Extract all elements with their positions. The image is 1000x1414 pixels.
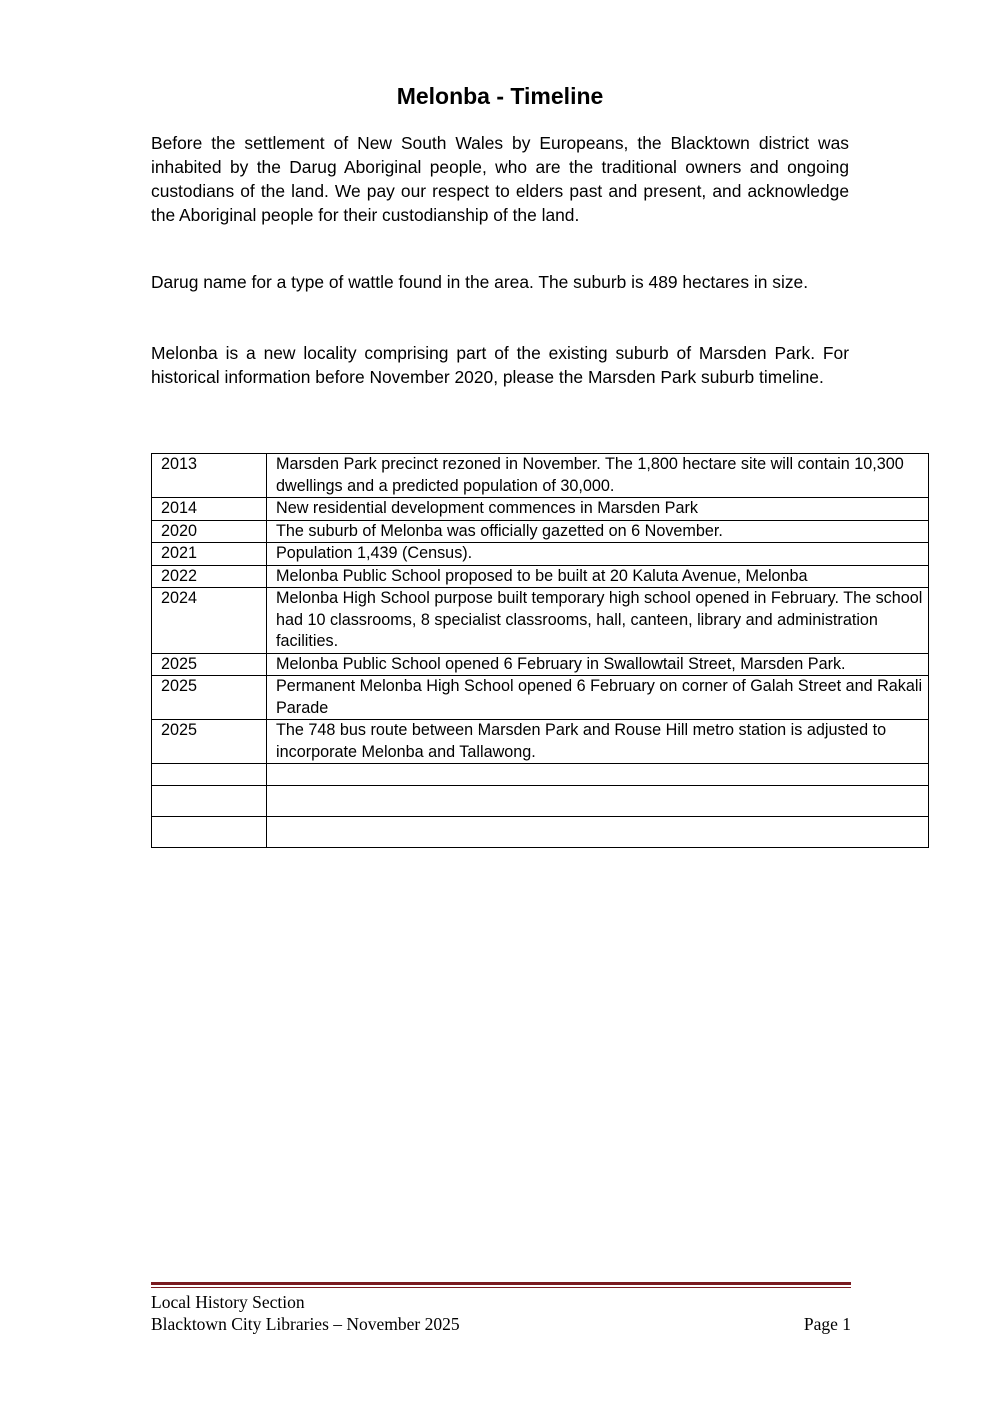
empty-event-cell	[267, 764, 929, 786]
empty-table-row	[152, 817, 929, 848]
timeline-event: Marsden Park precinct rezoned in November. The 1,800 hectare site will contain 10,300 dwellings and a predicted population of 30,000.	[267, 454, 929, 498]
empty-table-row	[152, 764, 929, 786]
timeline-year: 2014	[152, 498, 267, 521]
empty-table-row	[152, 786, 929, 817]
timeline-event: New residential development commences in Marsden Park	[267, 498, 929, 521]
timeline-year: 2025	[152, 653, 267, 676]
intro-paragraph-name-origin: Darug name for a type of wattle found in the area. The suburb is 489 hectares in size.	[151, 272, 809, 292]
table-row	[152, 498, 929, 521]
timeline-year: 2021	[152, 543, 267, 566]
timeline-year: 2025	[152, 720, 267, 764]
timeline-event: Melonba Public School proposed to be built at 20 Kaluta Avenue, Melonba	[267, 565, 929, 588]
timeline-event: The suburb of Melonba was officially gazetted on 6 November.	[267, 520, 929, 543]
intro-paragraph-locality: Melonba is a new locality comprising part of the existing suburb of Marsden Park. For historical information before November 2020, please the Marsden Park suburb timeline.	[151, 343, 849, 387]
timeline-year: 2020	[152, 520, 267, 543]
table-row	[152, 588, 929, 654]
table-row	[152, 520, 929, 543]
table-row	[152, 653, 929, 676]
timeline-event: Melonba Public School opened 6 February in Swallowtail Street, Marsden Park.	[267, 653, 929, 676]
footer-section-name	[151, 1291, 851, 1313]
empty-year-cell	[152, 786, 267, 817]
timeline-year: 2025	[152, 676, 267, 720]
footer-divider	[151, 1282, 851, 1285]
table-row	[152, 565, 929, 588]
document-title: Melonba - Timeline	[396, 83, 604, 109]
empty-event-cell	[267, 786, 929, 817]
table-row	[152, 454, 929, 498]
footer-section-label: Local History Section	[151, 1292, 305, 1312]
footer-divider-thin	[151, 1287, 851, 1288]
table-row	[152, 720, 929, 764]
table-row	[152, 676, 929, 720]
footer-library-label: Blacktown City Libraries – November 2025	[151, 1314, 460, 1334]
timeline-table	[151, 453, 929, 848]
timeline-event: Melonba High School purpose built temporary high school opened in February. The school had 10 classrooms, 8 specialist classrooms, hall, canteen, library and administration facilities.	[267, 588, 929, 654]
footer-library-line	[151, 1313, 851, 1335]
empty-event-cell	[267, 817, 929, 848]
empty-year-cell	[152, 764, 267, 786]
empty-year-cell	[152, 817, 267, 848]
timeline-year: 2022	[152, 565, 267, 588]
timeline-year: 2024	[152, 588, 267, 654]
page-number: Page 1	[803, 1314, 851, 1334]
timeline-event: The 748 bus route between Marsden Park and Rouse Hill metro station is adjusted to incorporate Melonba and Tallawong.	[267, 720, 929, 764]
intro-paragraph-acknowledgement: Before the settlement of New South Wales by Europeans, the Blacktown district was inhabited by the Darug Aboriginal people, who are the traditional owners and ongoing custodians of the land. We pay our respect to elders past and present, and acknowledge the Aboriginal people for their custodianship of the land.	[151, 133, 849, 225]
timeline-event: Population 1,439 (Census).	[267, 543, 929, 566]
table-row	[152, 543, 929, 566]
timeline-event: Permanent Melonba High School opened 6 February on corner of Galah Street and Rakali Parade	[267, 676, 929, 720]
timeline-year: 2013	[152, 454, 267, 498]
